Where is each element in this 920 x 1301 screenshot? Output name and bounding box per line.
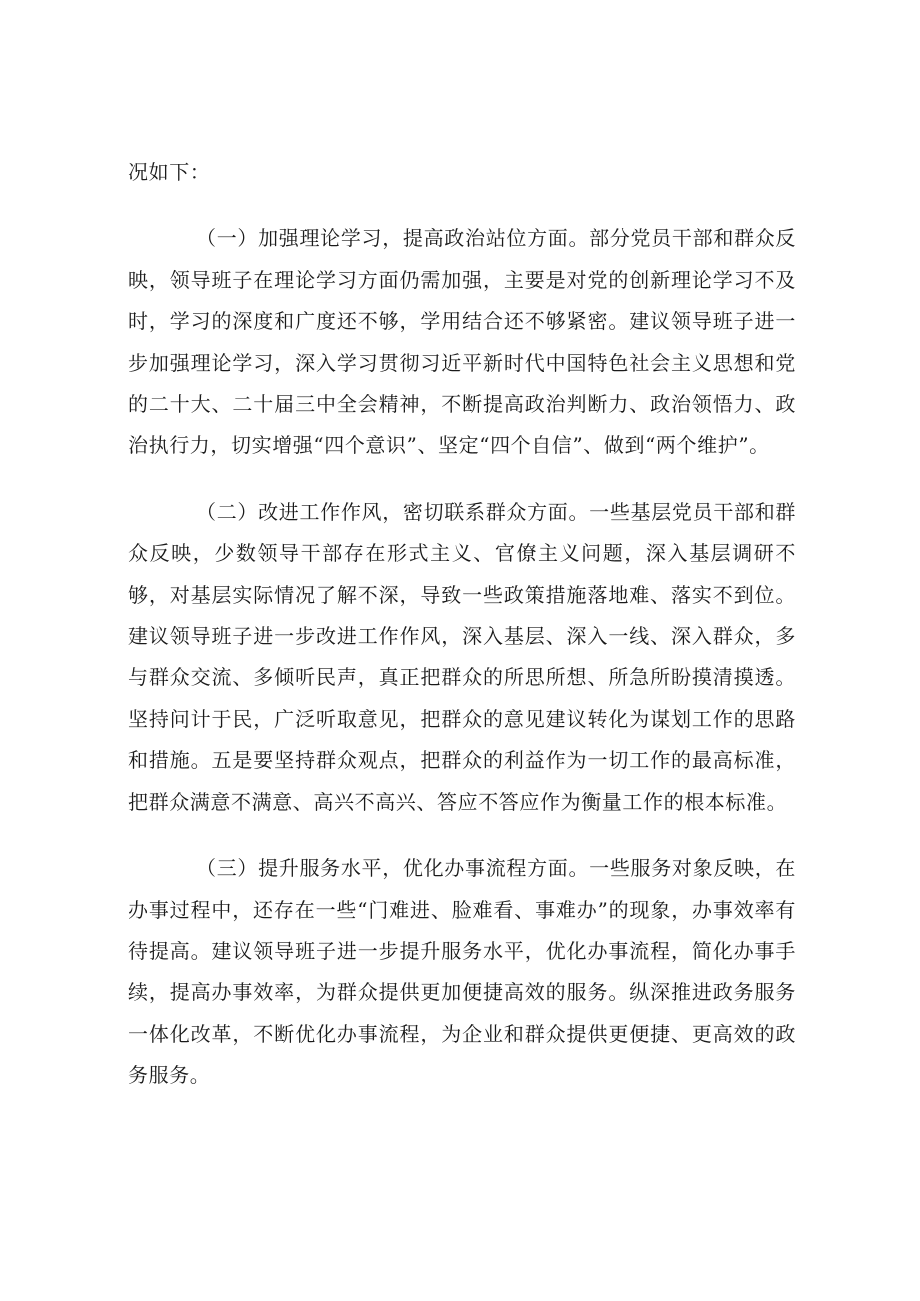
section-3-paragraph: （三）提升服务水平，优化办事流程方面。一些服务对象反映，在办事过程中，还存在一些“门难进、脸难看、事难办”的现象，办事效率有待提高。建议领导班子进一步提升服务水平，优化办事流程，简化办事手续，提高办事效率，为群众提供更加便捷高效的服务。纵深推进政务服务一体化改革，不断优化办事流程，为企业和群众提供更便捷、更高效的政务服务。 [128, 856, 796, 1088]
paragraph-gap [128, 467, 796, 492]
section-2-paragraph: （二）改进工作作风，密切联系群众方面。一些基层党员干部和群众反映，少数领导干部存在形式主义、官僚主义问题，深入基层调研不够，对基层实际情况了解不深，导致一些政策措施落地难、落实不到位。建议领导班子进一步改进工作作风，深入基层、深入一线、深入群众，多与群众交流、多倾听民声，真正把群众的所思所想、所急所盼摸清摸透。坚持问计于民，广泛听取意见，把群众的意见建议转化为谋划工作的思路和措施。五是要坚持群众观点，把群众的利益作为一切工作的最高标准，把群众满意不满意、高兴不高兴、答应不答应作为衡量工作的根本标准。 [128, 499, 796, 814]
paragraph-gap [128, 193, 796, 218]
paragraph-gap [128, 823, 796, 848]
document-body [128, 152, 796, 1097]
intro-paragraph: 况如下： [128, 160, 211, 184]
section-1-paragraph: （一）加强理论学习，提高政治站位方面。部分党员干部和群众反映，领导班子在理论学习方面仍需加强，主要是对党的创新理论学习不及时，学习的深度和广度还不够，学用结合还不够紧密。建议领导班子进一步加强理论学习，深入学习贯彻习近平新时代中国特色社会主义思想和党的二十大、二十届三中全会精神，不断提高政治判断力、政治领悟力、政治执行力，切实增强“四个意识”、坚定“四个自信”、做到“两个维护”。 [128, 226, 796, 458]
